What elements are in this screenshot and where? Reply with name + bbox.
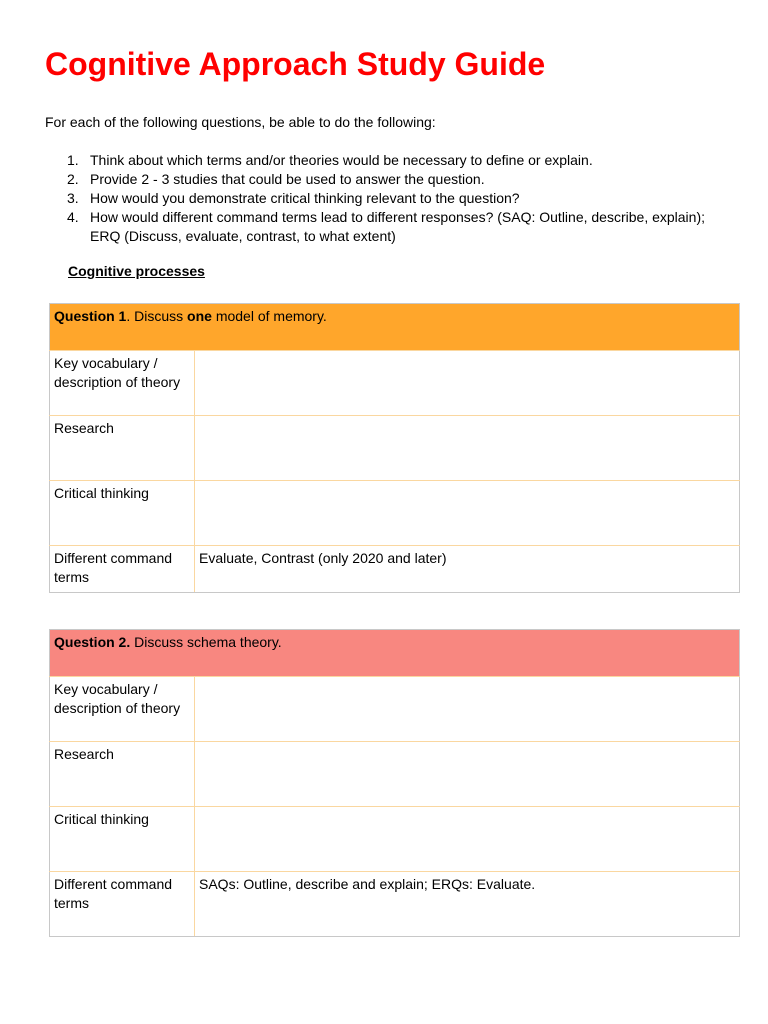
row-label: Different command terms: [50, 872, 195, 937]
table-row: [50, 677, 740, 742]
row-label: Key vocabulary / description of theory: [50, 677, 195, 742]
row-label: Research: [50, 416, 195, 481]
row-value: [195, 481, 740, 546]
question-1-table: [49, 303, 740, 593]
question-2-header: [50, 630, 740, 677]
question-1-emphasis: one: [187, 308, 212, 324]
list-item-number: 2.: [67, 171, 79, 187]
table-row: [50, 481, 740, 546]
table-row: [50, 546, 740, 593]
list-item: [45, 208, 725, 246]
question-1-label: Question 1: [54, 308, 127, 324]
question-2-label: Question 2.: [54, 634, 131, 650]
row-value: [195, 416, 740, 481]
table-row: [50, 742, 740, 807]
question-1-text-after: model of memory.: [211, 308, 327, 324]
row-label: Key vocabulary / description of theory: [50, 351, 195, 416]
question-1-text-before: . Discuss: [126, 308, 188, 324]
table-row: [50, 807, 740, 872]
table-row: [50, 351, 740, 416]
question-1-header: [50, 304, 740, 351]
list-item: [45, 170, 725, 189]
question-2-text: Discuss schema theory.: [130, 634, 282, 650]
row-value: Evaluate, Contrast (only 2020 and later): [195, 546, 740, 593]
list-item: [45, 189, 725, 208]
list-item-text: How would you demonstrate critical thinking relevant to the question?: [90, 190, 520, 206]
list-item-text: Provide 2 - 3 studies that could be used to answer the question.: [90, 171, 485, 187]
intro-text: For each of the following questions, be able to do the following:: [45, 114, 436, 130]
list-item-text: Think about which terms and/or theories would be necessary to define or explain.: [90, 152, 593, 168]
list-item-number: 3.: [67, 190, 79, 206]
question-2-table: [49, 629, 740, 937]
row-label: Different command terms: [50, 546, 195, 593]
row-label: Critical thinking: [50, 807, 195, 872]
page-title: Cognitive Approach Study Guide: [45, 46, 546, 82]
row-label: Research: [50, 742, 195, 807]
row-value: SAQs: Outline, describe and explain; ERQs: Evaluate.: [195, 872, 740, 937]
row-value: [195, 677, 740, 742]
list-item: [45, 151, 725, 170]
row-value: [195, 807, 740, 872]
question-2-header-row: [50, 630, 740, 677]
instruction-list: [45, 151, 725, 246]
section-heading: Cognitive processes: [68, 263, 205, 279]
list-item-number: 1.: [67, 152, 79, 168]
row-value: [195, 742, 740, 807]
row-label: Critical thinking: [50, 481, 195, 546]
row-value: [195, 351, 740, 416]
table-row: [50, 872, 740, 937]
question-1-header-row: [50, 304, 740, 351]
list-item-text: How would different command terms lead to different responses? (SAQ: Outline, describe, explain); ERQ (Discuss, evaluate, contrast, to what extent): [90, 209, 706, 244]
list-item-number: 4.: [67, 209, 79, 225]
table-row: [50, 416, 740, 481]
